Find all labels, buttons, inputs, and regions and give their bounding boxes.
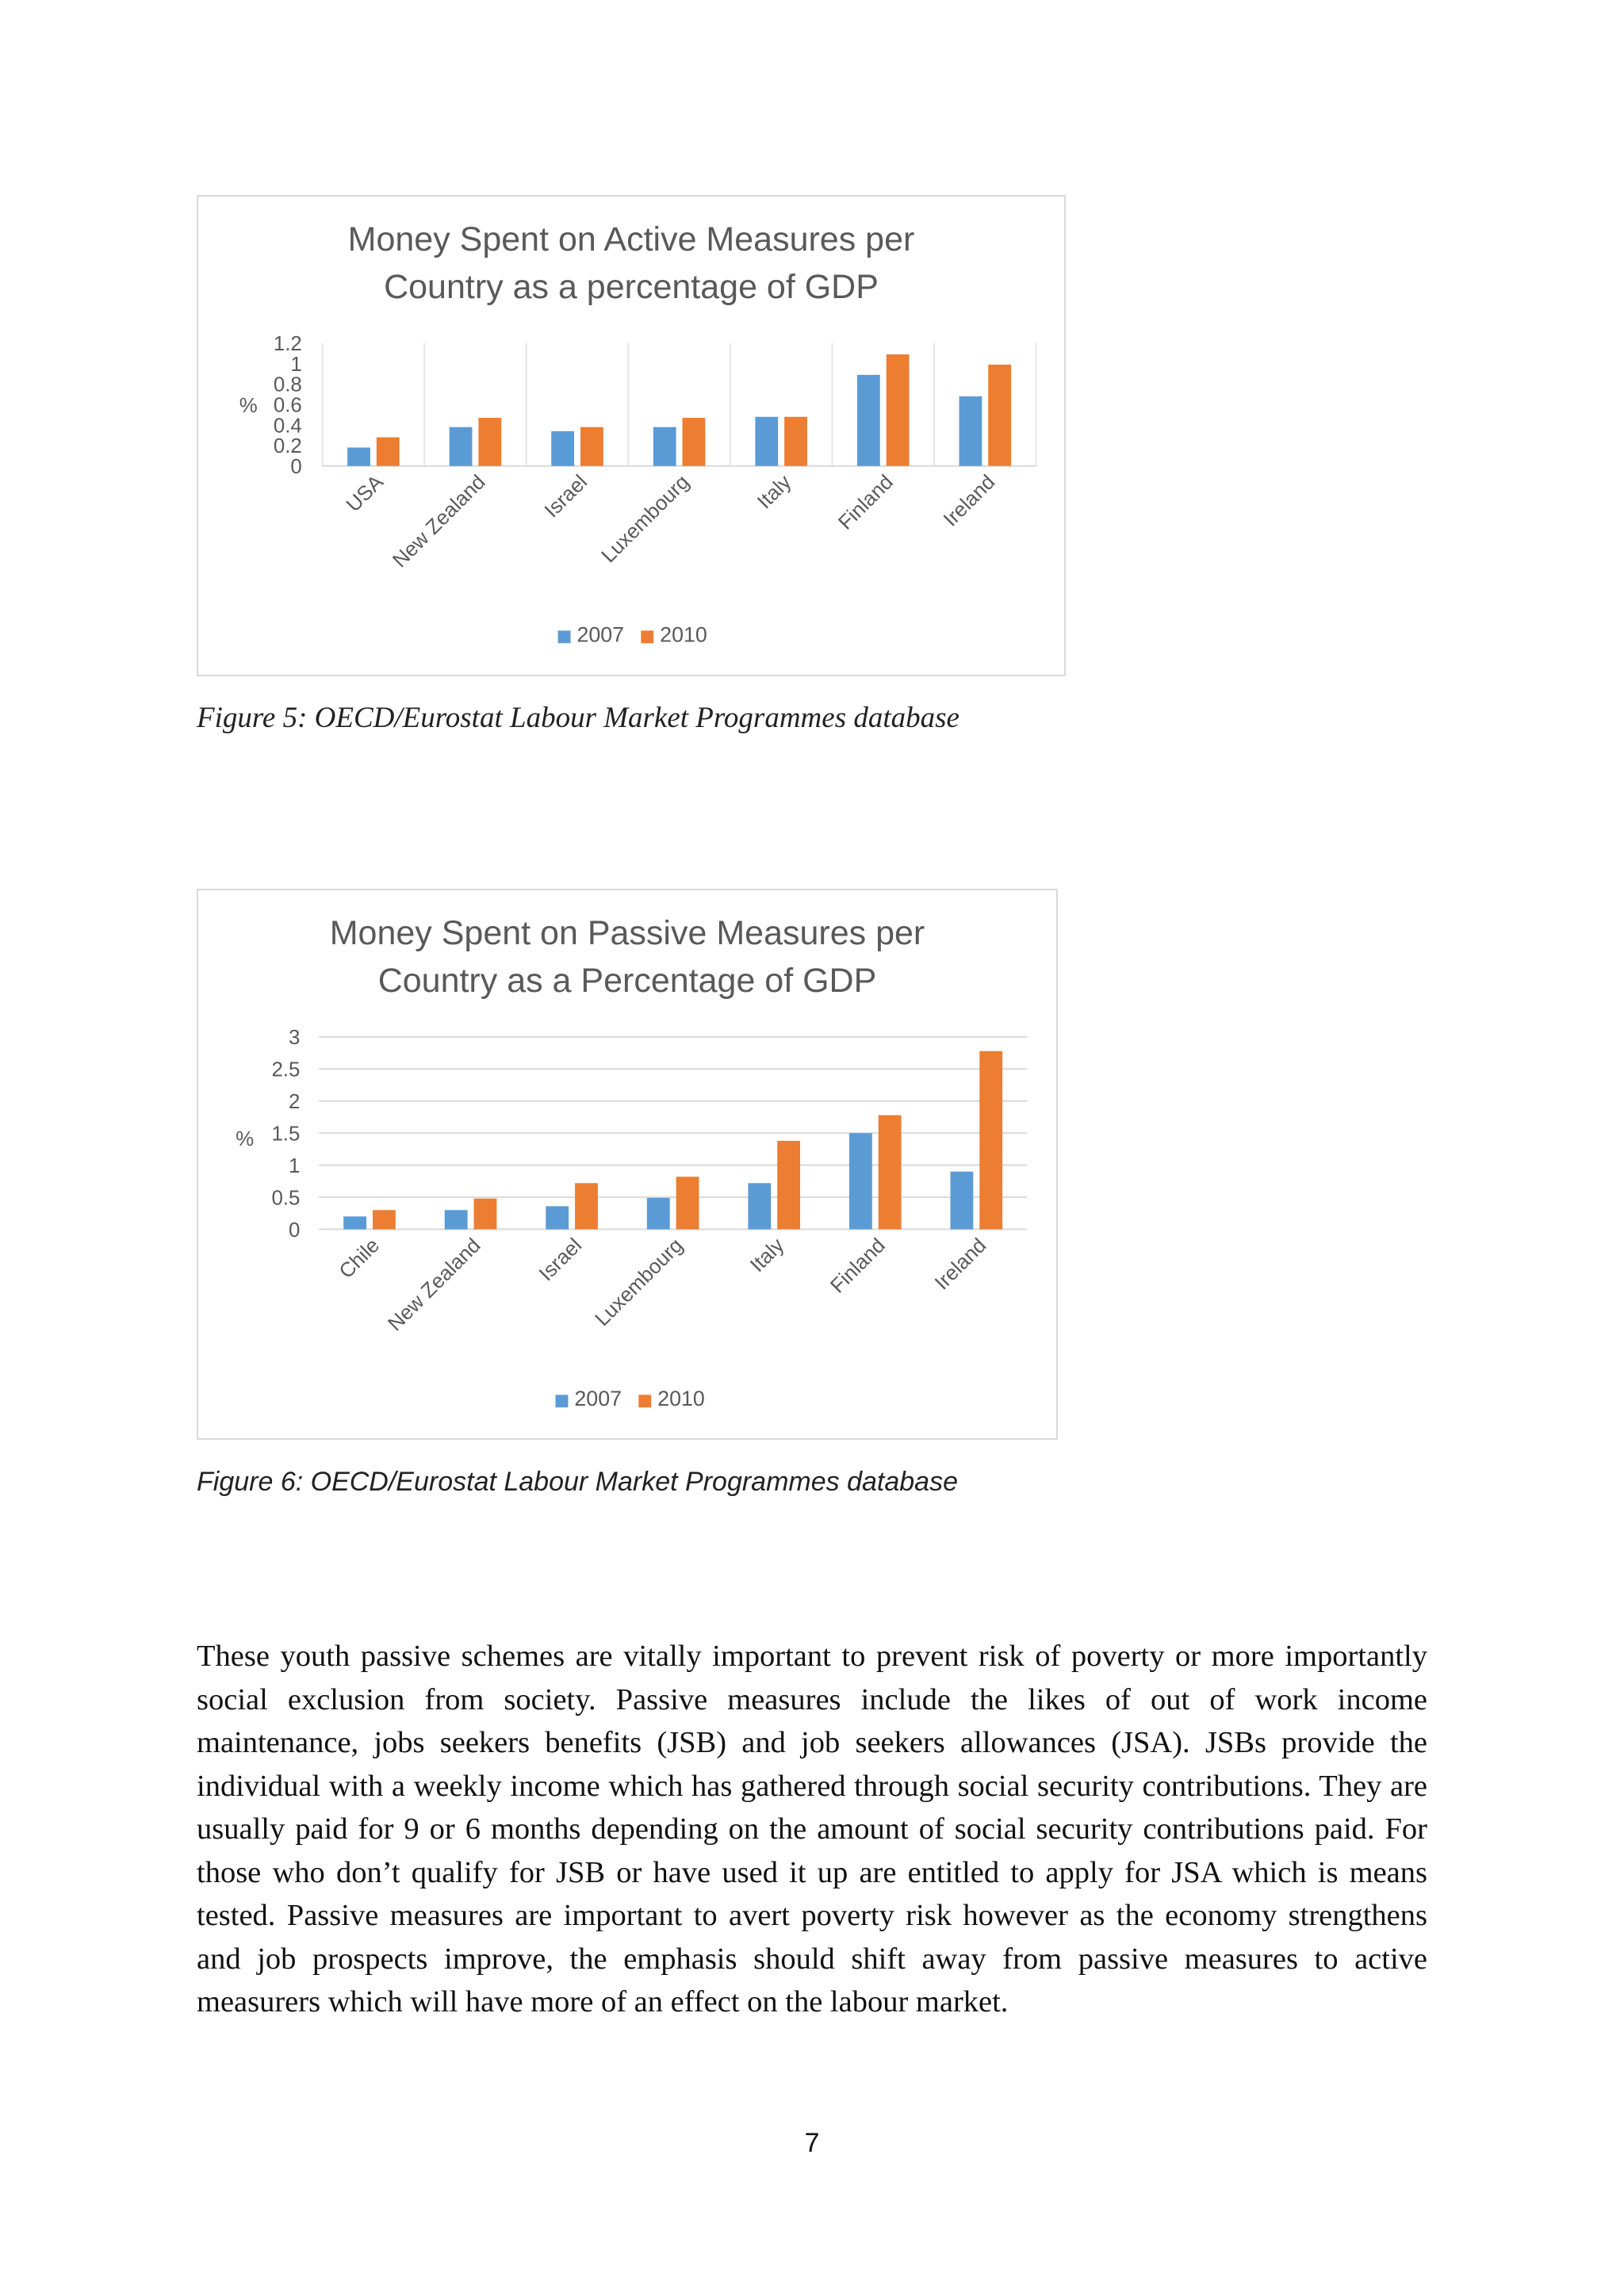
- chart-title-line-2: Country as a percentage of GDP: [384, 268, 879, 306]
- bar-2007-israel: [551, 431, 574, 466]
- legend-swatch-2010: [641, 630, 653, 643]
- bar-2010-usa: [377, 438, 400, 466]
- x-tick-label: Chile: [335, 1234, 385, 1284]
- y-axis-label: %: [239, 395, 258, 418]
- active-measures-chart: [197, 195, 1066, 676]
- bar-2010-israel: [575, 1183, 598, 1229]
- x-tick-label: Finland: [826, 1234, 890, 1298]
- x-tick-label: Ireland: [939, 471, 1000, 531]
- bar-2010-luxembourg: [676, 1177, 699, 1229]
- legend-swatch-2007: [556, 1395, 569, 1407]
- x-tick-label: Israel: [540, 471, 592, 522]
- chart-title-line-2: Country as a Percentage of GDP: [377, 962, 877, 1000]
- legend-entry: 2007: [574, 1387, 622, 1411]
- y-tick-label: 1: [290, 353, 302, 376]
- bar-2007-new-zealand: [445, 1210, 468, 1229]
- y-tick-label: 0.2: [273, 435, 302, 458]
- y-tick-label: 0.5: [271, 1187, 301, 1210]
- x-tick-label: New Zealand: [389, 471, 490, 572]
- bar-2010-finland: [879, 1115, 902, 1230]
- x-tick-label: Israel: [534, 1234, 587, 1286]
- bar-2007-chile: [343, 1216, 366, 1229]
- bar-2010-israel: [580, 427, 603, 466]
- y-tick-label: 0: [290, 456, 302, 479]
- bar-2010-chile: [373, 1210, 396, 1229]
- y-axis-label: %: [236, 1128, 255, 1151]
- y-tick-label: 0.6: [273, 394, 302, 417]
- bar-2007-finland: [857, 375, 880, 466]
- legend-entry: 2007: [576, 622, 625, 647]
- bar-2007-israel: [546, 1206, 569, 1229]
- passive-measures-chart: [197, 889, 1058, 1440]
- active-measures-plot: [198, 197, 1064, 675]
- bar-2010-ireland: [979, 1051, 1002, 1230]
- bar-2007-ireland: [959, 396, 982, 466]
- legend-entry: 2010: [660, 622, 707, 647]
- x-tick-label: New Zealand: [384, 1234, 485, 1336]
- bar-2007-luxembourg: [653, 427, 676, 466]
- figure-5-caption: Figure 5: OECD/Eurostat Labour Market Programmes database: [197, 702, 959, 734]
- y-tick-label: 1.5: [271, 1123, 301, 1146]
- bar-2010-new-zealand: [478, 418, 501, 466]
- x-tick-label: Ireland: [930, 1234, 991, 1295]
- y-tick-label: 1.2: [273, 333, 302, 356]
- chart-title-line-1: Money Spent on Passive Measures per: [329, 914, 925, 952]
- body-paragraph: These youth passive schemes are vitally important to prevent risk of poverty or more importantly social exclusion from society. Passive measures include the likes of out of work income maintenance, jobs seekers benefits (JSB) and job seekers allowances (JSA). JSBs provide the individual with a weekly income which has gathered through social security contributions. They are usually paid for 9 or 6 months depending on the amount of social security contributions paid. For those who don’t qualify for JSB or have used it up are entitled to apply for JSA which is means tested. Passive measures are important to avert poverty risk however as the economy strengthens and job prospects improve, the emphasis should shift away from passive measures to active measurers which will have more of an effect on the labour market.: [197, 1640, 1427, 2019]
- bar-2007-ireland: [950, 1172, 973, 1230]
- chart-title-line-1: Money Spent on Active Measures per: [347, 220, 915, 258]
- figure-6-caption: Figure 6: OECD/Eurostat Labour Market Programmes database: [197, 1467, 958, 1497]
- legend-swatch-2010: [638, 1395, 651, 1407]
- bar-2010-italy: [784, 417, 807, 466]
- y-tick-label: 2.5: [271, 1058, 301, 1081]
- bar-2007-italy: [755, 417, 778, 466]
- y-tick-label: 0: [289, 1219, 301, 1242]
- y-tick-label: 2: [289, 1091, 301, 1114]
- y-tick-label: 1: [289, 1154, 301, 1177]
- bar-2010-luxembourg: [683, 418, 706, 466]
- bar-2010-finland: [887, 354, 910, 466]
- bar-2007-new-zealand: [450, 427, 473, 466]
- bar-2007-finland: [849, 1133, 872, 1229]
- bar-2007-italy: [748, 1183, 771, 1229]
- y-tick-label: 0.8: [273, 373, 302, 396]
- x-tick-label: Finland: [834, 471, 898, 534]
- passive-measures-plot: [198, 890, 1056, 1438]
- bar-2010-ireland: [988, 365, 1011, 466]
- bar-2010-new-zealand: [474, 1199, 497, 1230]
- legend-entry: 2010: [657, 1387, 705, 1411]
- x-tick-label: USA: [342, 471, 389, 517]
- y-tick-label: 3: [289, 1027, 301, 1050]
- y-tick-label: 0.4: [273, 415, 302, 438]
- x-tick-label: Luxembourg: [597, 471, 694, 568]
- x-tick-label: Luxembourg: [591, 1234, 688, 1331]
- bar-2007-luxembourg: [647, 1198, 670, 1230]
- legend-swatch-2007: [558, 630, 571, 643]
- bar-2007-usa: [347, 448, 370, 466]
- x-tick-label: Italy: [746, 1234, 789, 1277]
- x-tick-label: Italy: [753, 471, 796, 514]
- bar-2010-italy: [777, 1141, 800, 1230]
- page-number: 7: [804, 2128, 820, 2158]
